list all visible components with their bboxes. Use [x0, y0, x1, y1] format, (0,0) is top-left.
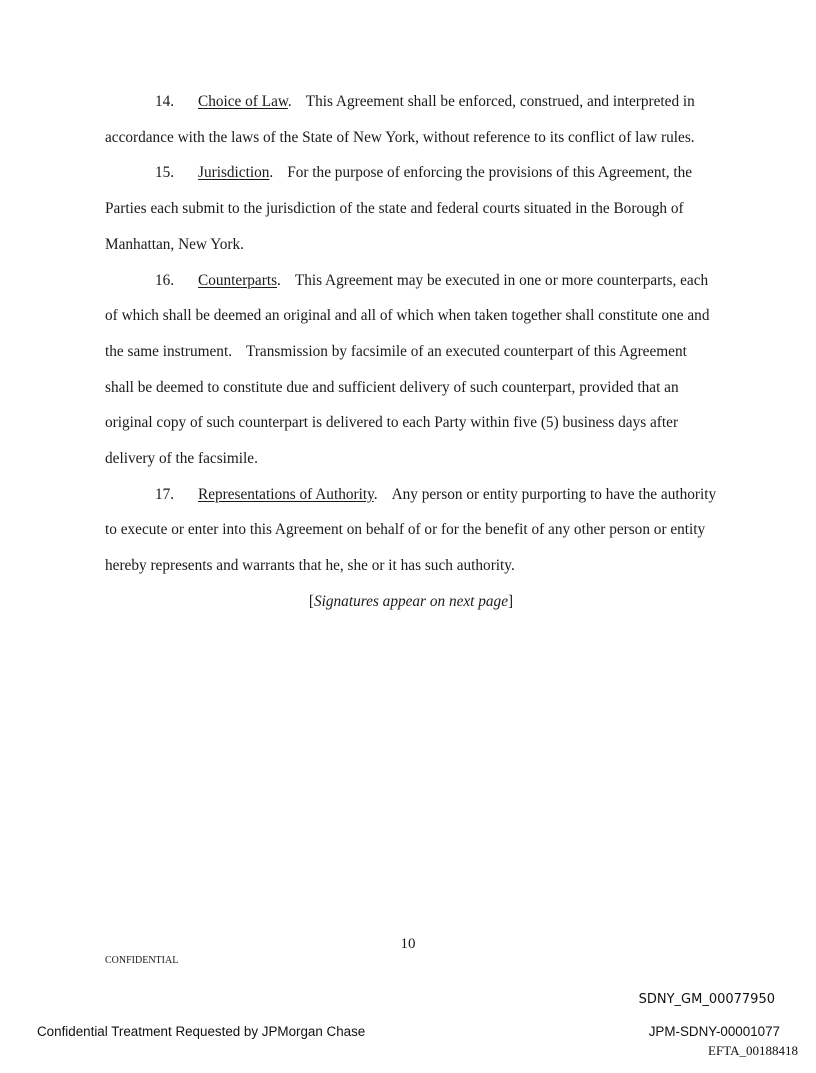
section-14: 14. Choice of Law. This Agreement shall be enforced, construed, and interpreted in accordance with the laws of the State of New York, without reference to its conflict of law rules. [105, 84, 717, 155]
document-body [105, 84, 717, 620]
confidential-label: CONFIDENTIAL [105, 955, 179, 966]
section-number: 15. [155, 164, 175, 182]
section-heading: Representations of Authority [198, 485, 374, 503]
section-text: For the purpose of enforcing the provisions of this Agreement, the Parties each submit to the jurisdiction of the state and federal courts situated in the Borough of Manhattan, New York. [105, 164, 693, 253]
section-text: Any person or entity purporting to have the authority to execute or enter into this Agreement on behalf of or for the benefit of any other person or entity hereby represents and warrants that he, she or it has such authority. [105, 485, 717, 575]
section-17: 17. Representations of Authority. Any person or entity purporting to have the authority to execute or enter into this Agreement on behalf of or for the benefit of any other person or entity hereby represents and warrants that he, she or it has such authority. [105, 477, 717, 584]
section-heading: Choice of Law [198, 93, 288, 110]
bates-efta: EFTA_00188418 [708, 1043, 798, 1058]
page-number: 10 [400, 936, 416, 952]
signature-note-text: Signatures appear on next page [313, 592, 508, 610]
signature-note: [Signatures appear on next page] [308, 592, 514, 610]
section-heading: Counterparts [198, 271, 278, 289]
section-text: This Agreement shall be enforced, construed, and interpreted in accordance with the laws of the State of New York, without reference to its conflict of law rules. [105, 93, 695, 146]
section-15: 15. Jurisdiction. For the purpose of enforcing the provisions of this Agreement, the Parties each submit to the jurisdiction of the state and federal courts situated in the Borough of Manhattan, New York. [105, 155, 717, 262]
bates-sdny: SDNY_GM_00077950 [638, 992, 775, 1007]
section-number: 14. [155, 93, 175, 110]
bates-jpm: JPM-SDNY-00001077 [648, 1024, 780, 1039]
section-16: 16. Counterparts. This Agreement may be executed in one or more counterparts, each of which shall be deemed an original and all of which when taken together shall constitute one and the same instrument. Transmission by facsimile of an executed counterpart of this Agreement shall be deemed to constitute due and sufficient delivery of such counterpart, provided that an original copy of such counterpart is delivered to each Party within five (5) business days after delivery of the facsimile. [105, 263, 717, 477]
section-text-continued: Transmission by facsimile of an executed counterpart of this Agreement shall be deemed to constitute due and sufficient delivery of such counterpart, provided that an original copy of such counterpart is delivered to each Party within five (5) business days after delivery of the facsimile. [105, 342, 687, 468]
section-heading: Jurisdiction [198, 164, 270, 182]
confidential-treatment-notice: Confidential Treatment Requested by JPMorgan Chase [37, 1024, 366, 1039]
section-number: 17. [155, 485, 175, 503]
section-text: This Agreement may be executed in one or more counterparts, each of which shall be deemed an original and all of which when taken together shall constitute one and the same instrument. [105, 271, 710, 360]
section-number: 16. [155, 271, 175, 289]
